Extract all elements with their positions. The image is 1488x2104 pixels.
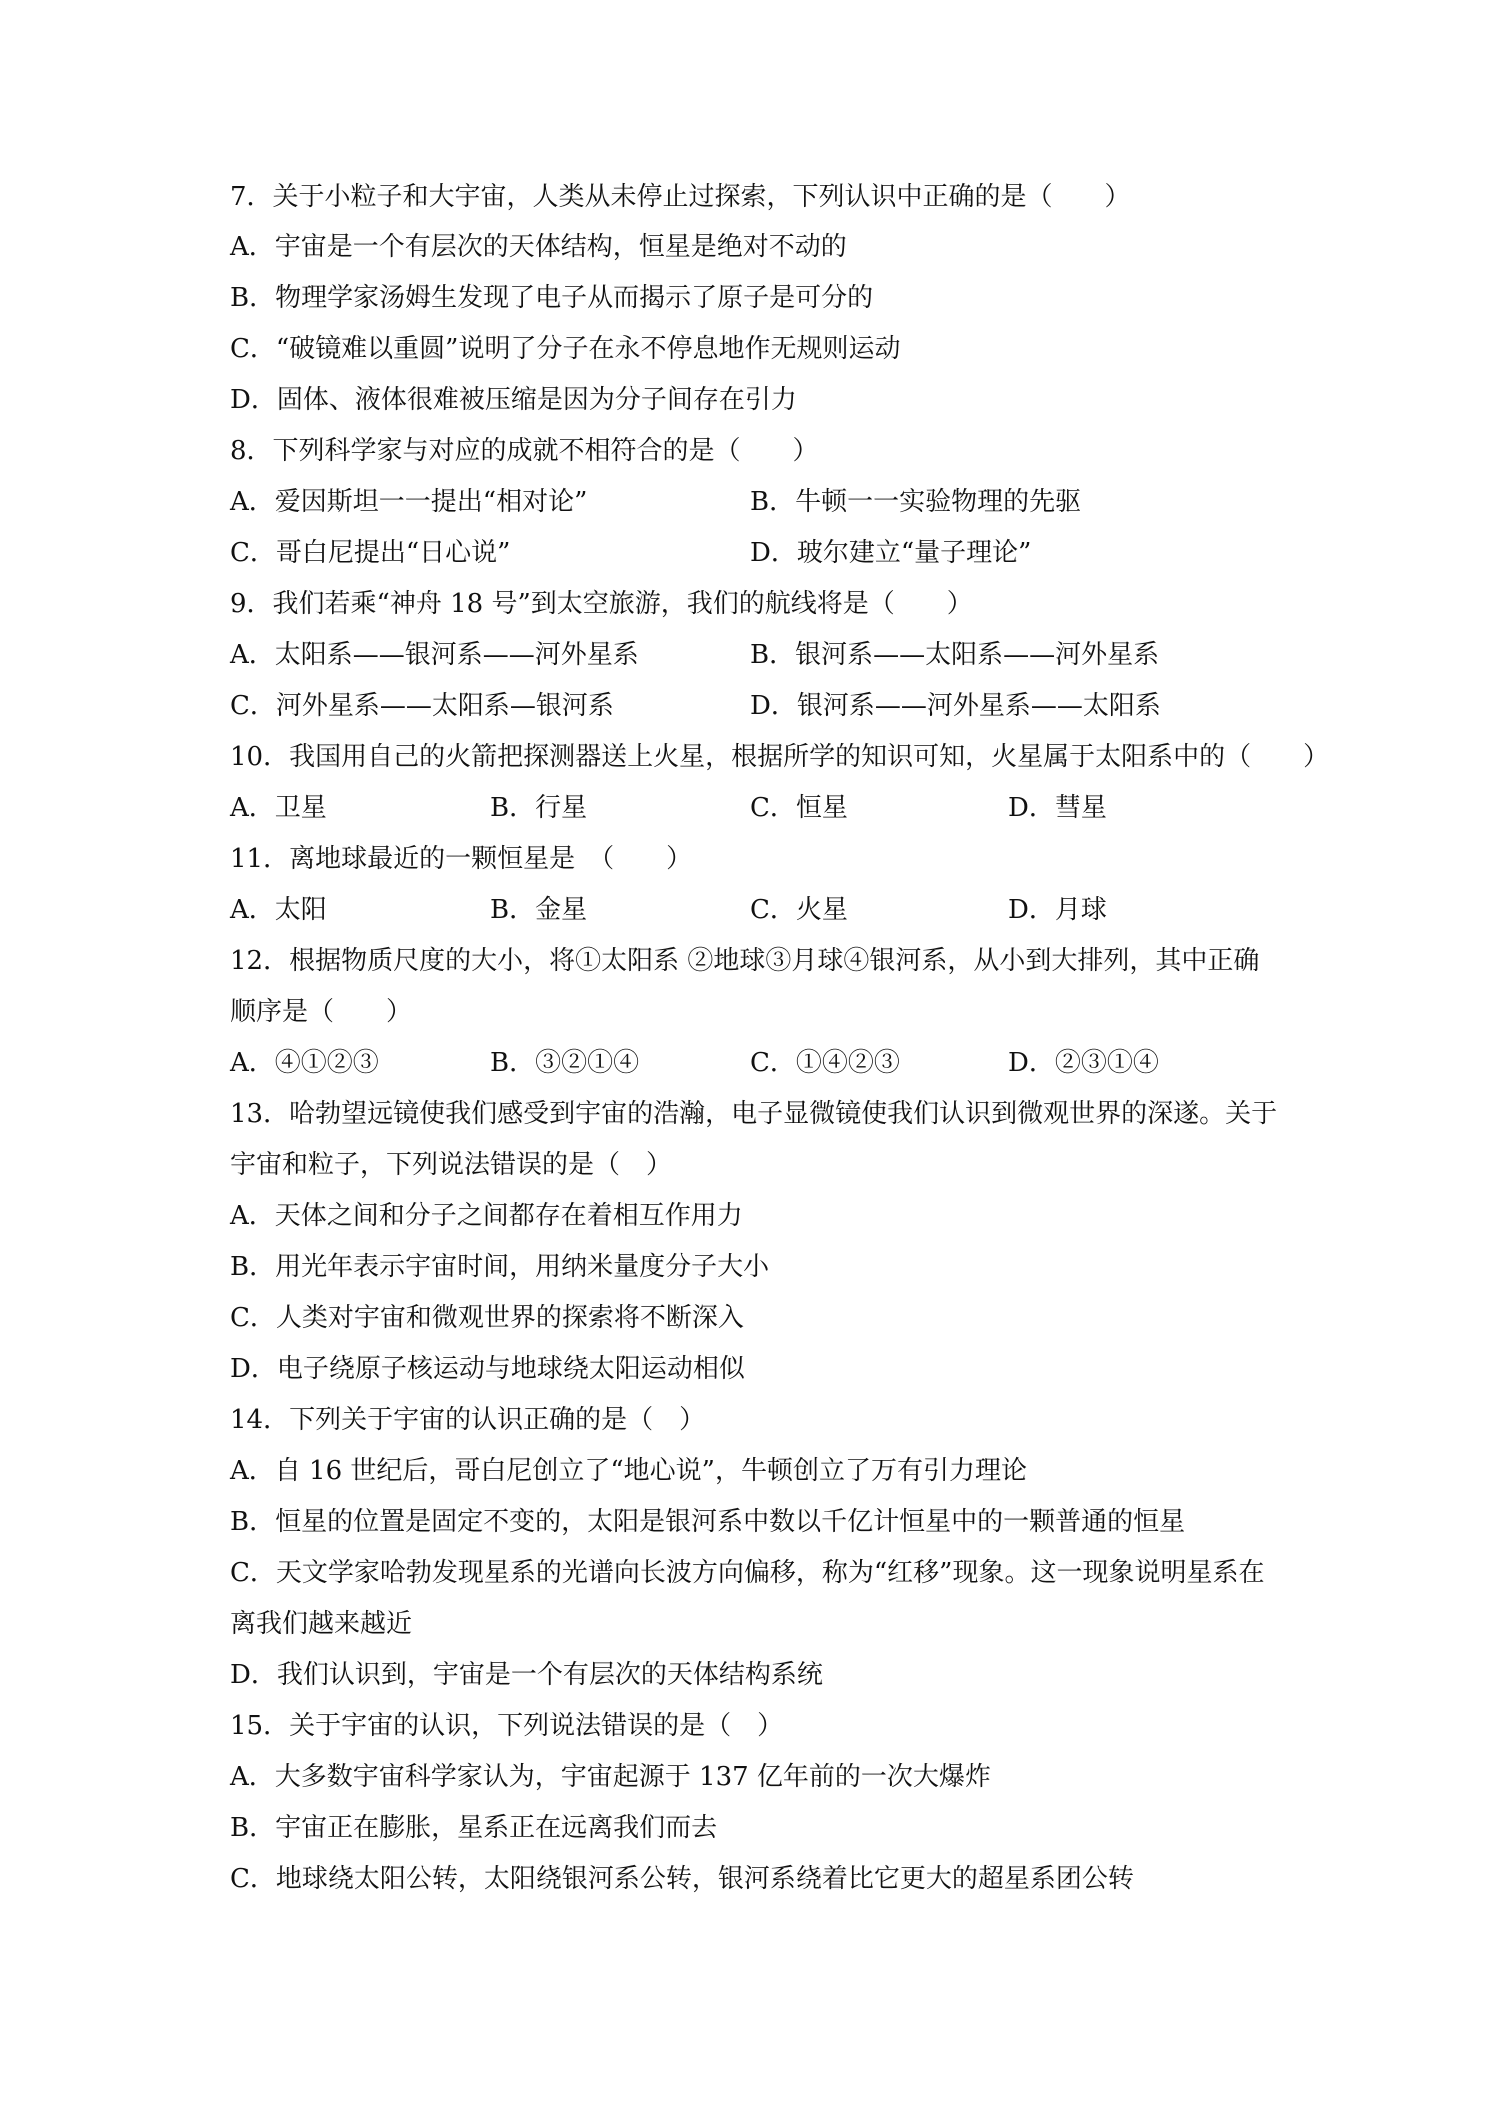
question-9-option-d: D．银河系——河外星系——太阳系	[750, 691, 1161, 721]
question-12-stem-line-1: 12．根据物质尺度的大小，将①太阳系 ②地球③月球④银河系，从小到大排列，其中正确	[230, 946, 1260, 976]
question-11-option-d: D．月球	[1008, 895, 1107, 925]
question-13-option-b: B．用光年表示宇宙时间，用纳米量度分子大小	[230, 1252, 770, 1282]
question-7-option-b: B．物理学家汤姆生发现了电子从而揭示了原子是可分的	[230, 283, 874, 313]
question-13-stem-line-2: 宇宙和粒子，下列说法错误的是（ ）	[230, 1150, 673, 1180]
question-12-option-b: B．③②①④	[490, 1048, 640, 1078]
question-15-option-b: B．宇宙正在膨胀，星系正在远离我们而去	[230, 1813, 718, 1843]
question-14-option-c-continued: 离我们越来越近	[230, 1609, 413, 1639]
question-10-option-c: C．恒星	[750, 793, 848, 823]
question-14-option-c: C．天文学家哈勃发现星系的光谱向长波方向偏移，称为“红移”现象。这一现象说明星系在	[230, 1558, 1265, 1588]
question-8-stem: 8．下列科学家与对应的成就不相符合的是（ ）	[230, 436, 819, 466]
question-7-option-d: D．固体、液体很难被压缩是因为分子间存在引力	[230, 385, 797, 415]
question-8-option-c: C．哥白尼提出“日心说”	[230, 538, 511, 568]
question-10-stem: 10．我国用自己的火箭把探测器送上火星，根据所学的知识可知，火星属于太阳系中的（ ）	[230, 742, 1330, 772]
question-7-option-c: C．“破镜难以重圆”说明了分子在永不停息地作无规则运动	[230, 334, 901, 364]
question-14-option-d: D．我们认识到，宇宙是一个有层次的天体结构系统	[230, 1660, 823, 1690]
question-11-stem: 11．离地球最近的一颗恒星是 （ ）	[230, 844, 693, 874]
question-14-option-b: B．恒星的位置是固定不变的，太阳是银河系中数以千亿计恒星中的一颗普通的恒星	[230, 1507, 1186, 1537]
question-14-stem: 14．下列关于宇宙的认识正确的是（ ）	[230, 1405, 706, 1435]
question-9-option-c: C．河外星系——太阳系—银河系	[230, 691, 614, 721]
question-15-stem: 15．关于宇宙的认识，下列说法错误的是（ ）	[230, 1711, 784, 1741]
question-11-option-a: A．太阳	[230, 895, 327, 925]
question-10-option-a: A．卫星	[230, 793, 327, 823]
question-15-option-c: C．地球绕太阳公转，太阳绕银河系公转，银河系绕着比它更大的超星系团公转	[230, 1864, 1134, 1894]
question-7-option-a: A．宇宙是一个有层次的天体结构，恒星是绝对不动的	[230, 232, 847, 262]
question-9-stem: 9．我们若乘“神舟 18 号”到太空旅游，我们的航线将是（ ）	[230, 589, 973, 619]
question-11-option-c: C．火星	[750, 895, 848, 925]
question-13-option-c: C．人类对宇宙和微观世界的探索将不断深入	[230, 1303, 744, 1333]
question-8-option-a: A．爱因斯坦一一提出“相对论”	[230, 487, 588, 517]
question-8-option-b: B．牛顿一一实验物理的先驱	[750, 487, 1082, 517]
question-15-option-a: A．大多数宇宙科学家认为，宇宙起源于 137 亿年前的一次大爆炸	[230, 1762, 991, 1792]
question-13-option-d: D．电子绕原子核运动与地球绕太阳运动相似	[230, 1354, 745, 1384]
question-12-option-a: A．④①②③	[230, 1048, 379, 1078]
question-12-option-d: D．②③①④	[1008, 1048, 1159, 1078]
question-11-option-b: B．金星	[490, 895, 588, 925]
question-13-stem-line-1: 13．哈勃望远镜使我们感受到宇宙的浩瀚，电子显微镜使我们认识到微观世界的深遂。关于	[230, 1099, 1278, 1129]
question-12-option-c: C．①④②③	[750, 1048, 900, 1078]
question-8-option-d: D．玻尔建立“量子理论”	[750, 538, 1032, 568]
question-10-option-b: B．行星	[490, 793, 588, 823]
question-9-option-b: B．银河系——太阳系——河外星系	[750, 640, 1160, 670]
question-14-option-a: A．自 16 世纪后，哥白尼创立了“地心说”，牛顿创立了万有引力理论	[230, 1456, 1027, 1486]
question-7-stem: 7．关于小粒子和大宇宙，人类从未停止过探索，下列认识中正确的是（ ）	[230, 182, 1131, 212]
question-13-option-a: A．天体之间和分子之间都存在着相互作用力	[230, 1201, 743, 1231]
question-9-option-a: A．太阳系——银河系——河外星系	[230, 640, 639, 670]
question-10-option-d: D．彗星	[1008, 793, 1107, 823]
question-12-stem-line-2: 顺序是（ ）	[230, 997, 413, 1027]
